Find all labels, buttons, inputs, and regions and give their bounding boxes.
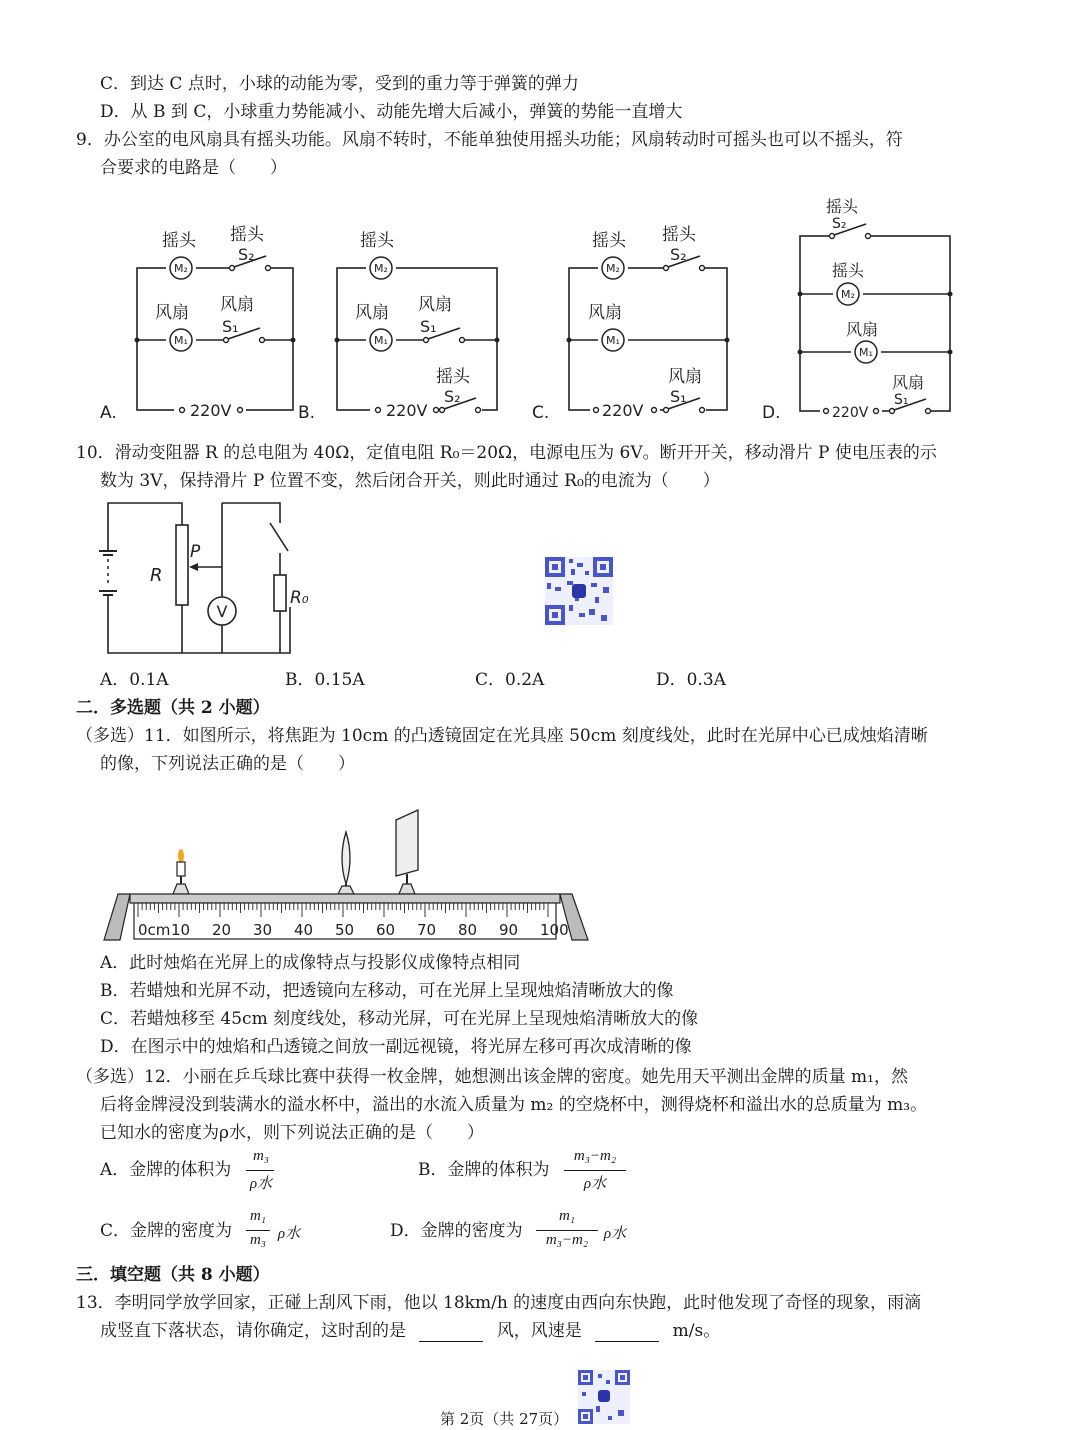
label-voltmeter: V (216, 602, 228, 621)
frac-d-tail: ρ水 (603, 1226, 627, 1242)
scale-label: 50 (335, 921, 355, 939)
q8-option-c: C．到达 C 点时，小球的动能为零，受到的重力等于弹簧的弹力 (100, 74, 579, 94)
motor-m2-d: M₂ (841, 288, 855, 301)
label-yaotou-c2: 摇头 (662, 225, 696, 245)
label-fengshan-a1: 风扇 (155, 303, 189, 323)
label-s1-c: S₁ (670, 387, 687, 406)
scale-label: 100 (540, 921, 569, 939)
q12-option-d: D．金牌的密度为 (390, 1221, 523, 1241)
q13-stem-line1: 13．李明同学放学回家，正碰上刮风下雨，他以 18km/h 的速度由西向东快跑，此时他发现了奇怪的现象，雨滴 (76, 1293, 922, 1313)
q11-option-b: B．若蜡烛和光屏不动，把透镜向左移动，可在光屏上呈现烛焰清晰放大的像 (100, 981, 674, 1001)
scale-label: 20 (212, 921, 232, 939)
q9-stem-line2: 合要求的电路是（ ） (100, 158, 287, 178)
label-fengshan-d2: 风扇 (892, 373, 925, 392)
label-220v-d: 220V (832, 405, 869, 421)
label-s2-d: S₂ (832, 216, 847, 232)
q12-option-c: C．金牌的密度为 (100, 1221, 233, 1241)
scale-label: 60 (376, 921, 396, 939)
q9-option-d: D. (762, 403, 781, 423)
scale-label: 90 (499, 921, 519, 939)
scale-label: 10 (171, 921, 191, 939)
label-s2-a: S₂ (238, 245, 255, 264)
motor-m1-d: M₁ (859, 346, 873, 359)
q13-blank-1[interactable] (419, 1325, 483, 1342)
frac-c-tail: ρ水 (277, 1226, 301, 1242)
label-220v-a: 220V (190, 401, 232, 420)
motor-m1-b: M₁ (374, 334, 388, 347)
frac-c-den: m₃ (249, 1232, 267, 1248)
label-220v-c: 220V (602, 401, 644, 420)
scale-label: 30 (253, 921, 273, 939)
label-fengshan-c2: 风扇 (668, 367, 702, 387)
frac-b-num: m₃−m₂ (573, 1148, 617, 1164)
q10-option-b: B．0.15A (285, 670, 365, 690)
motor-m1-a: M₁ (174, 334, 188, 347)
frac-d-num: m₁ (558, 1208, 576, 1224)
q11-stem-line1: （多选）11．如图所示，将焦距为 10cm 的凸透镜固定在光具座 50cm 刻度线处，此时在光屏中心已成烛焰清晰 (76, 726, 928, 746)
q10-option-c: C．0.2A (475, 670, 545, 690)
q12-stem-line3: 已知水的密度为ρ水，则下列说法正确的是（ ） (100, 1123, 484, 1143)
q13-text-b: 风，风速是 (496, 1321, 582, 1341)
label-s2-b: S₂ (444, 387, 461, 406)
q11-option-a: A．此时烛焰在光屏上的成像特点与投影仪成像特点相同 (100, 953, 521, 973)
q9-option-a: A. (100, 403, 117, 423)
q9-circuit-diagrams (0, 190, 1080, 430)
q12-option-a: A．金牌的体积为 (100, 1160, 232, 1180)
q12-option-b: B．金牌的体积为 (418, 1160, 550, 1180)
q9-option-c: C. (532, 403, 550, 423)
label-yaotou-a2: 摇头 (230, 225, 264, 245)
label-s1-b: S₁ (420, 317, 437, 336)
label-r: R (150, 565, 163, 586)
section-2-heading: 二．多选题（共 2 小题） (76, 698, 270, 718)
label-yaotou-d2: 摇头 (832, 261, 865, 280)
label-fengshan-b2: 风扇 (418, 295, 452, 315)
frac-d-den: m₃−m₂ (545, 1232, 589, 1248)
q13-text-c: m/s。 (672, 1321, 721, 1341)
q10-stem-line1: 10．滑动变阻器 R 的总电阻为 40Ω，定值电阻 R₀＝20Ω，电源电压为 6V。断开开关，移动滑片 P 使电压表的示 (76, 443, 937, 463)
label-fengshan-c1: 风扇 (588, 303, 622, 323)
label-r0: R₀ (290, 588, 309, 608)
q8-option-d: D．从 B 到 C，小球重力势能减小、动能先增大后减小，弹簧的势能一直增大 (100, 102, 683, 122)
q10-circuit-diagram (90, 495, 330, 665)
q10-option-d: D．0.3A (656, 670, 726, 690)
q10-option-a: A．0.1A (100, 670, 169, 690)
scale-label: 40 (294, 921, 314, 939)
q13-text-a: 成竖直下落状态，请你确定，这时刮的是 (100, 1321, 406, 1341)
q13-blank-2[interactable] (595, 1325, 659, 1342)
q9-stem-line1: 9．办公室的电风扇具有摇头功能。风扇不转时，不能单独使用摇头功能；风扇转动时可摇头也可以不摇头，符 (76, 130, 903, 150)
label-yaotou-d1: 摇头 (826, 197, 859, 216)
q9-option-b: B. (298, 403, 316, 423)
label-s1-d: S₁ (894, 392, 909, 408)
motor-m2-b: M₂ (374, 262, 388, 275)
motor-m2-c: M₂ (606, 262, 620, 275)
label-yaotou-b2: 摇头 (436, 367, 470, 387)
frac-c-num: m₁ (249, 1208, 267, 1224)
label-s2-c: S₂ (670, 245, 687, 264)
optical-bench-diagram (100, 800, 600, 948)
page-footer: 第 2页（共 27页） (440, 1410, 569, 1428)
qr-code (545, 557, 613, 625)
q11-option-c: C．若蜡烛移至 45cm 刻度线处，移动光屏，可在光屏上呈现烛焰清晰放大的像 (100, 1009, 699, 1029)
scale-label: 80 (458, 921, 478, 939)
motor-m2-a: M₂ (174, 262, 188, 275)
frac-b-den: ρ水 (583, 1176, 607, 1192)
label-fengshan-d1: 风扇 (846, 320, 879, 339)
q12-stem-line1: （多选）12．小丽在乒乓球比赛中获得一枚金牌，她想测出该金牌的密度。她先用天平测出金牌的质量 m₁，然 (76, 1067, 908, 1087)
scale-label: 70 (417, 921, 437, 939)
footer-qr-code (578, 1370, 630, 1424)
label-yaotou-a1: 摇头 (162, 231, 196, 251)
label-fengshan-b1: 风扇 (355, 303, 389, 323)
frac-a-num: m₃ (252, 1148, 270, 1164)
section-3-heading: 三．填空题（共 8 小题） (76, 1265, 270, 1285)
label-s1-a: S₁ (222, 317, 239, 336)
label-220v-b: 220V (386, 401, 428, 420)
label-yaotou-b1: 摇头 (360, 231, 394, 251)
q12-stem-line2: 后将金牌浸没到装满水的溢水杯中，溢出的水流入质量为 m₂ 的空烧杯中，测得烧杯和溢出水的总质量为 m₃。 (100, 1095, 928, 1115)
label-yaotou-c1: 摇头 (592, 231, 626, 251)
frac-a-den: ρ水 (249, 1176, 273, 1192)
q13-stem-line2 (100, 1320, 720, 1342)
motor-m1-c: M₁ (606, 334, 620, 347)
label-p: P (190, 542, 201, 562)
q11-option-d: D．在图示中的烛焰和凸透镜之间放一副远视镜，将光屏左移可再次成清晰的像 (100, 1037, 692, 1057)
scale-label: 0cm (138, 921, 171, 939)
label-fengshan-a2: 风扇 (220, 295, 254, 315)
q11-stem-line2: 的像，下列说法正确的是（ ） (100, 754, 355, 774)
q10-stem-line2: 数为 3V，保持滑片 P 位置不变，然后闭合开关，则此时通过 R₀的电流为（ ） (100, 471, 720, 491)
